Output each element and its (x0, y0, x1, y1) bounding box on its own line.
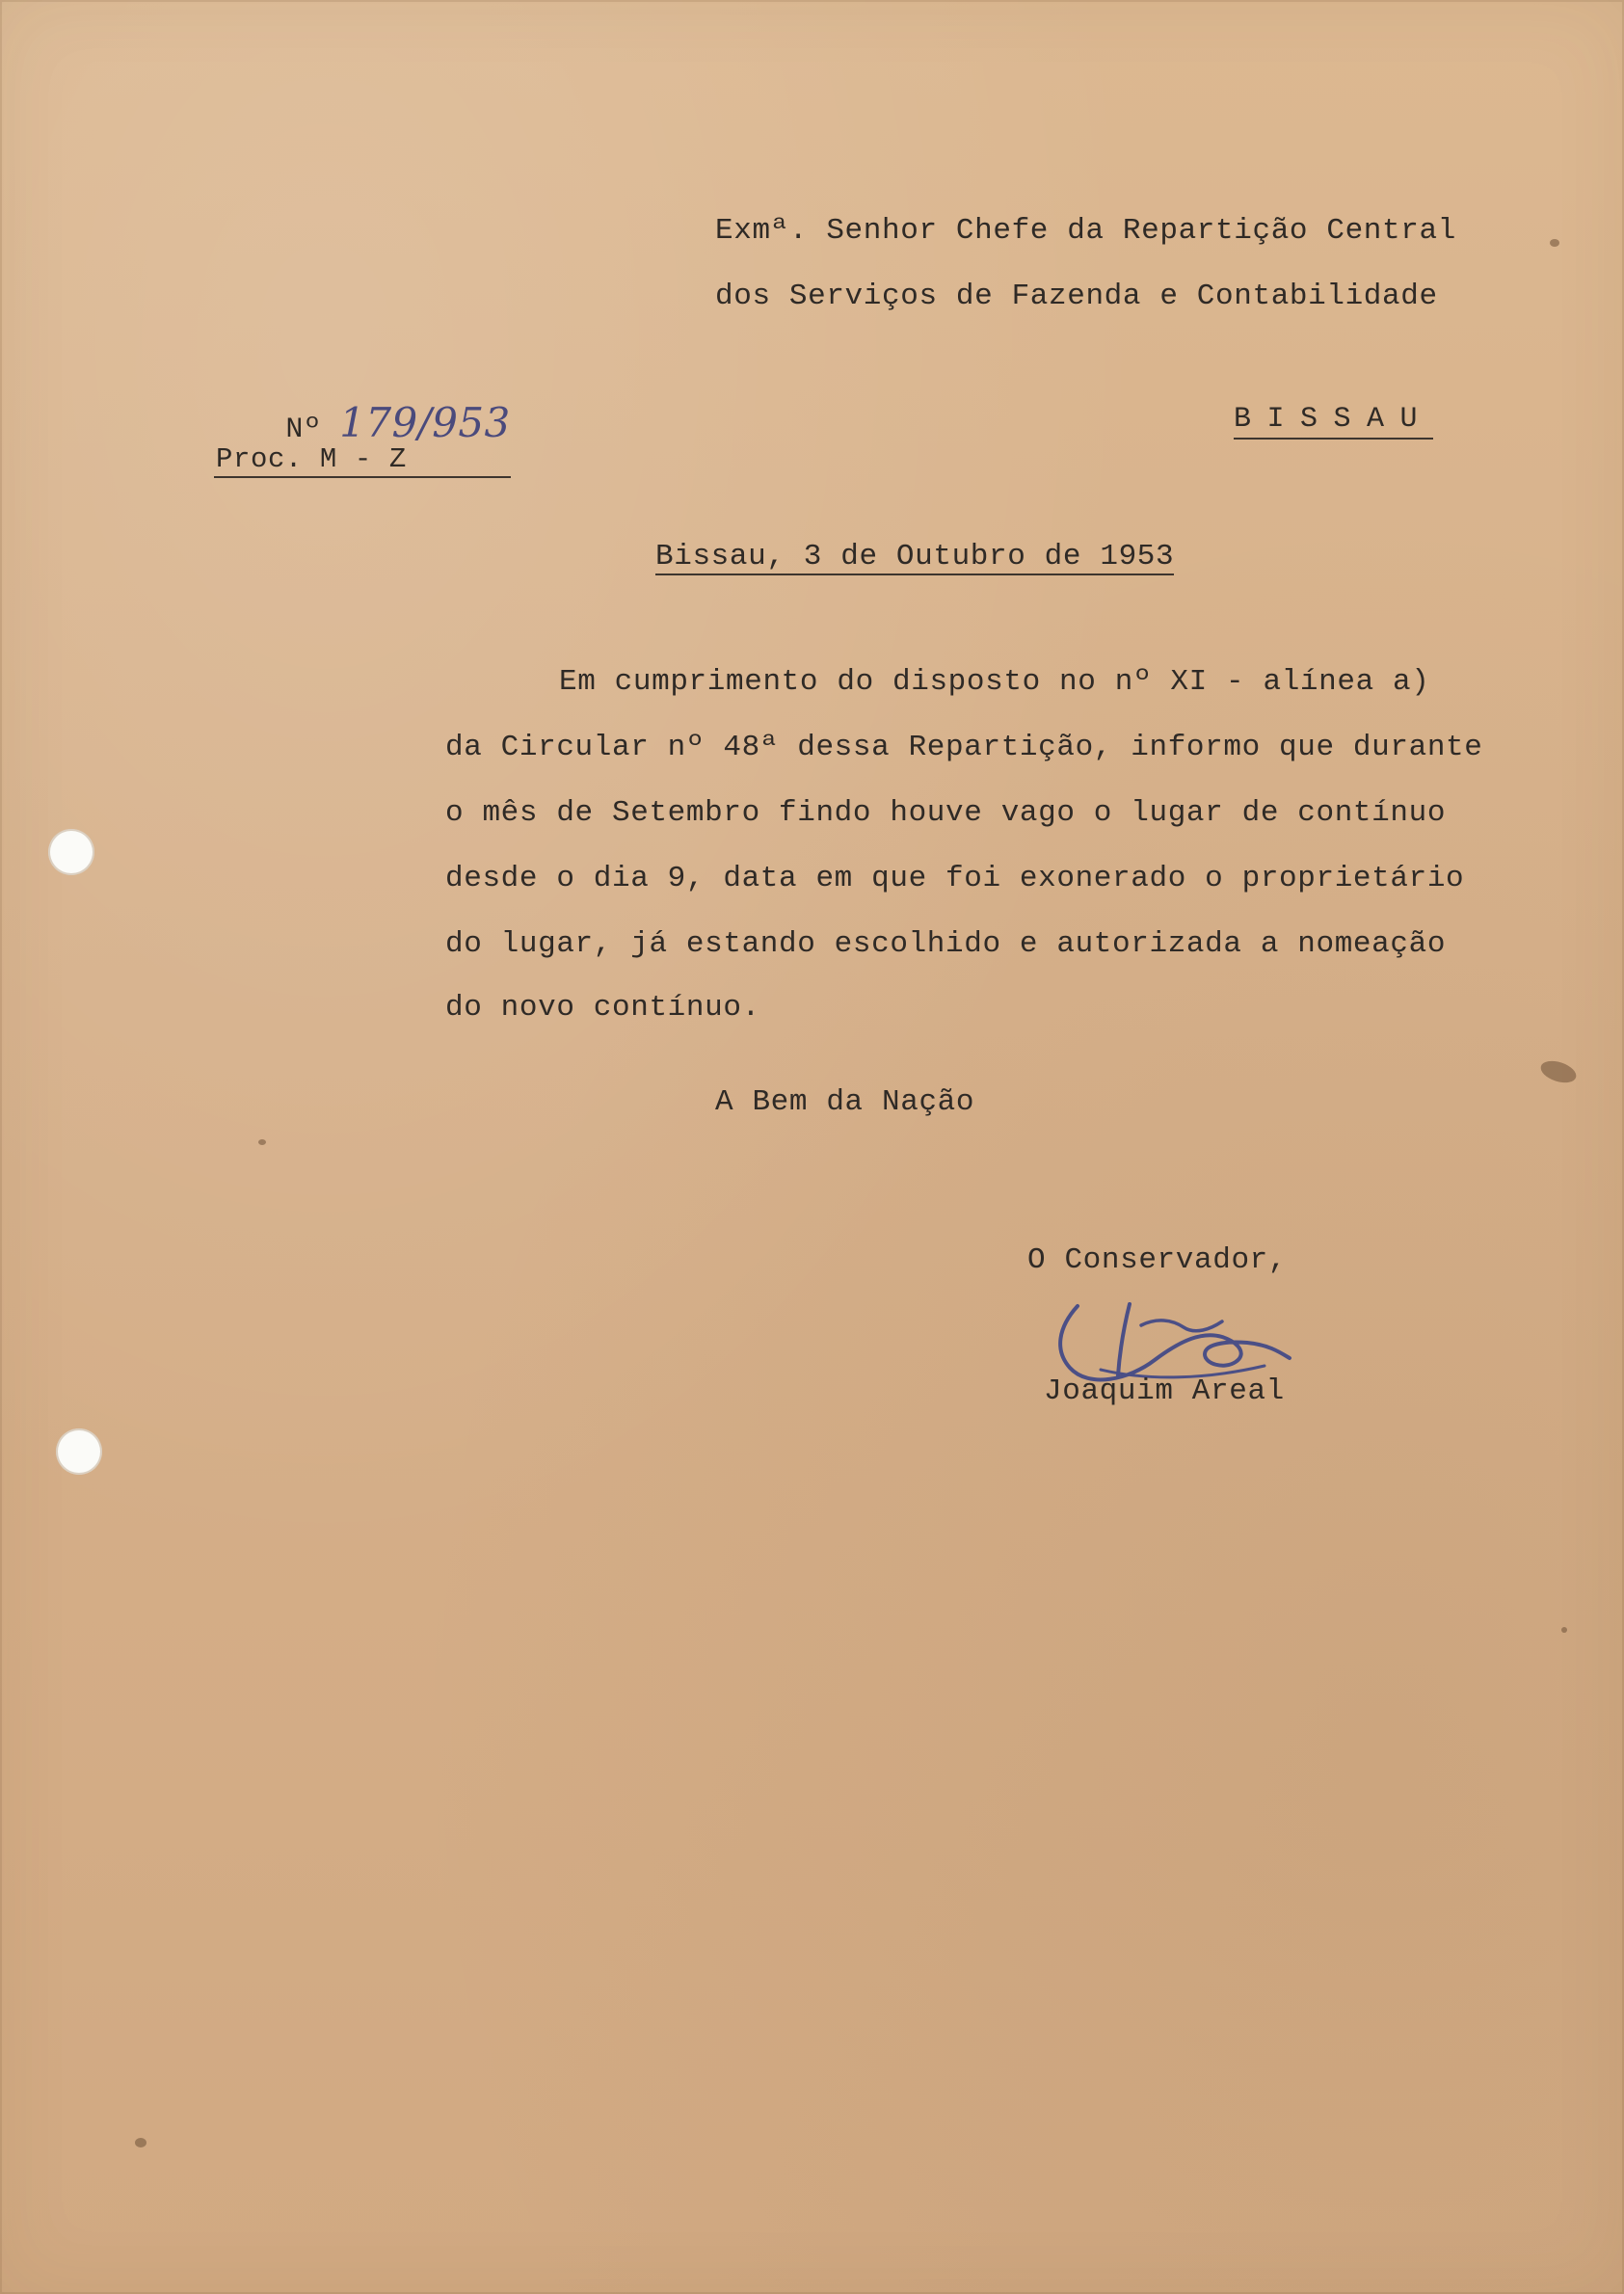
closing-salutation: A Bem da Nação (715, 1085, 975, 1119)
paper-stain (135, 2138, 146, 2147)
body-line-2: da Circular nº 48ª dessa Repartição, informo que durante (445, 731, 1483, 764)
letter-date: Bissau, 3 de Outubro de 1953 (655, 540, 1175, 574)
reference-number-value: 179/953 (339, 399, 511, 446)
punch-hole-bottom-icon (56, 1428, 102, 1475)
addressee-line-2: dos Serviços de Fazenda e Contabilidade (715, 280, 1438, 313)
punch-hole-top-icon (48, 829, 94, 875)
signer-role: O Conservador, (1027, 1243, 1288, 1277)
paper-stain (1561, 1627, 1567, 1633)
signer-name: Joaquim Areal (1044, 1374, 1285, 1408)
paper-stain (258, 1139, 266, 1145)
body-line-1: Em cumprimento do disposto no nº XI - alínea a) (559, 665, 1430, 699)
paper-stain (1538, 1057, 1579, 1087)
addressee-line-1: Exmª. Senhor Chefe da Repartição Central (715, 214, 1456, 248)
body-line-3: o mês de Setembro findo houve vago o lugar de contínuo (445, 796, 1447, 830)
reference-number-prefix: Nº (285, 413, 340, 446)
destination-city: BISSAU (1234, 405, 1433, 440)
body-line-5: do lugar, já estando escolhido e autorizada a nomeação (445, 927, 1447, 961)
paper-stain (1550, 239, 1559, 247)
body-line-6: do novo contínuo. (445, 991, 760, 1025)
process-code: Proc. M - Z (216, 443, 407, 475)
body-line-4: desde o dia 9, data em que foi exonerado o proprietário (445, 862, 1465, 895)
